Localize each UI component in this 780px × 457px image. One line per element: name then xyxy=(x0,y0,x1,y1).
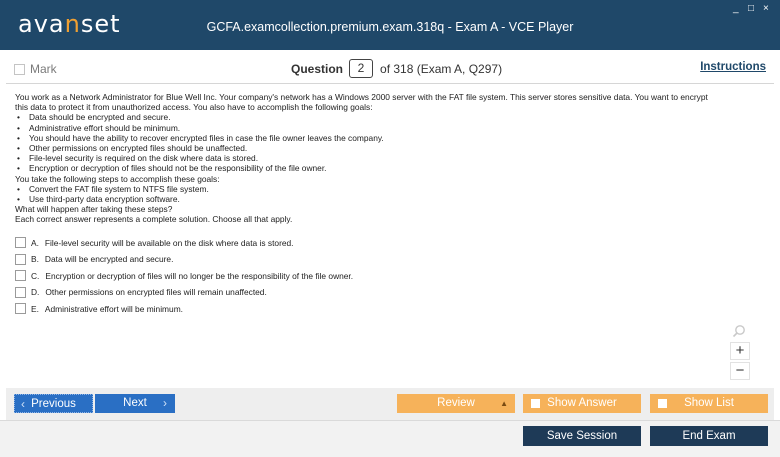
checkbox-icon[interactable] xyxy=(15,270,26,281)
triangle-up-icon: ▲ xyxy=(500,399,508,408)
goal-item: • Data should be encrypted and secure. xyxy=(15,112,765,122)
answer-option-e[interactable] xyxy=(15,301,765,318)
previous-label: Previous xyxy=(31,398,76,410)
answer-option-d[interactable] xyxy=(15,284,765,301)
step-item: • Convert the FAT file system to NTFS file system. xyxy=(15,184,765,194)
answer-option-c[interactable] xyxy=(15,268,765,285)
mark-checkbox[interactable] xyxy=(14,62,57,76)
close-icon[interactable]: × xyxy=(763,3,773,14)
chevron-left-icon: ‹ xyxy=(21,397,25,411)
question-navigator xyxy=(291,59,502,78)
maximize-icon[interactable]: □ xyxy=(748,3,759,14)
answer-list xyxy=(15,235,765,318)
goal-item: • Administrative effort should be minimum. xyxy=(15,123,765,133)
review-button[interactable] xyxy=(397,394,515,413)
chevron-right-icon: › xyxy=(163,396,167,410)
goal-item: • Other permissions on encrypted files should be unaffected. xyxy=(15,143,765,153)
answer-letter: D. xyxy=(31,287,40,298)
app-logo: avanset xyxy=(18,10,121,38)
search-icon[interactable] xyxy=(732,324,746,338)
show-list-label: Show List xyxy=(684,397,734,409)
checkbox-icon[interactable] xyxy=(15,237,26,248)
goal-item: • You should have the ability to recover encrypted files in case the file owner leaves the company. xyxy=(15,133,765,143)
goal-item: • Encryption or decryption of files should not be the responsibility of the file owner. xyxy=(15,163,765,173)
zoom-out-button[interactable]: − xyxy=(730,362,750,380)
answer-text: Encryption or decryption of files will no longer be the responsibility of the file owner. xyxy=(45,270,354,281)
checkbox-icon xyxy=(531,399,540,408)
question-label: Question xyxy=(291,61,344,76)
next-button[interactable] xyxy=(95,394,175,413)
question-text-line: You work as a Network Administrator for Blue Well Inc. Your company's network has a Windows 2000 server with the FAT file system. This server stores sensitive data. You want to encrypt xyxy=(15,92,708,102)
window-title: GCFA.examcollection.premium.exam.318q - Exam A - VCE Player xyxy=(206,20,574,34)
save-session-button[interactable]: Save Session xyxy=(523,426,641,446)
checkbox-icon[interactable] xyxy=(15,303,26,314)
question-prompt: What will happen after taking these steps? xyxy=(15,204,173,215)
checkbox-icon[interactable] xyxy=(15,254,26,265)
answer-option-b[interactable] xyxy=(15,251,765,268)
question-text-line: this data to protect it from unauthorized access. You also have to accomplish the following goals: xyxy=(15,102,373,113)
show-answer-button[interactable] xyxy=(523,394,641,413)
previous-button[interactable] xyxy=(14,394,93,413)
answer-instruction: Each correct answer represents a complete solution. Choose all that apply. xyxy=(15,214,293,225)
question-panel xyxy=(6,86,774,388)
answer-letter: A. xyxy=(31,237,39,248)
answer-text: Data will be encrypted and secure. xyxy=(44,254,174,265)
answer-text: Administrative effort will be minimum. xyxy=(44,303,183,314)
review-label: Review xyxy=(437,397,475,409)
step-item: • Use third-party data encryption software. xyxy=(15,194,765,204)
show-answer-label: Show Answer xyxy=(547,397,617,409)
answer-letter: C. xyxy=(31,270,40,281)
question-toolbar xyxy=(6,52,774,84)
answer-letter: E. xyxy=(31,303,39,314)
instructions-link[interactable]: Instructions xyxy=(700,61,766,73)
minimize-icon[interactable]: _ xyxy=(733,3,743,14)
question-count: of 318 (Exam A, Q297) xyxy=(380,61,503,76)
show-list-button[interactable] xyxy=(650,394,768,413)
goal-item: • File-level security is required on the disk where data is stored. xyxy=(15,153,765,163)
answer-text: Other permissions on encrypted files will remain unaffected. xyxy=(45,287,267,298)
checkbox-icon xyxy=(14,64,25,75)
mark-label: Mark xyxy=(30,62,57,76)
window-controls xyxy=(733,3,772,14)
answer-option-a[interactable] xyxy=(15,235,765,252)
steps-intro: You take the following steps to accomplish these goals: xyxy=(15,173,220,184)
answer-letter: B. xyxy=(31,254,39,265)
title-bar xyxy=(0,0,780,50)
zoom-in-button[interactable]: + xyxy=(730,342,750,360)
end-exam-button[interactable]: End Exam xyxy=(650,426,768,446)
checkbox-icon[interactable] xyxy=(15,287,26,298)
checkbox-icon xyxy=(658,399,667,408)
question-number-input[interactable]: 2 xyxy=(349,59,373,78)
next-label: Next xyxy=(123,397,147,409)
answer-text: File-level security will be available on the disk where data is stored. xyxy=(44,237,294,248)
